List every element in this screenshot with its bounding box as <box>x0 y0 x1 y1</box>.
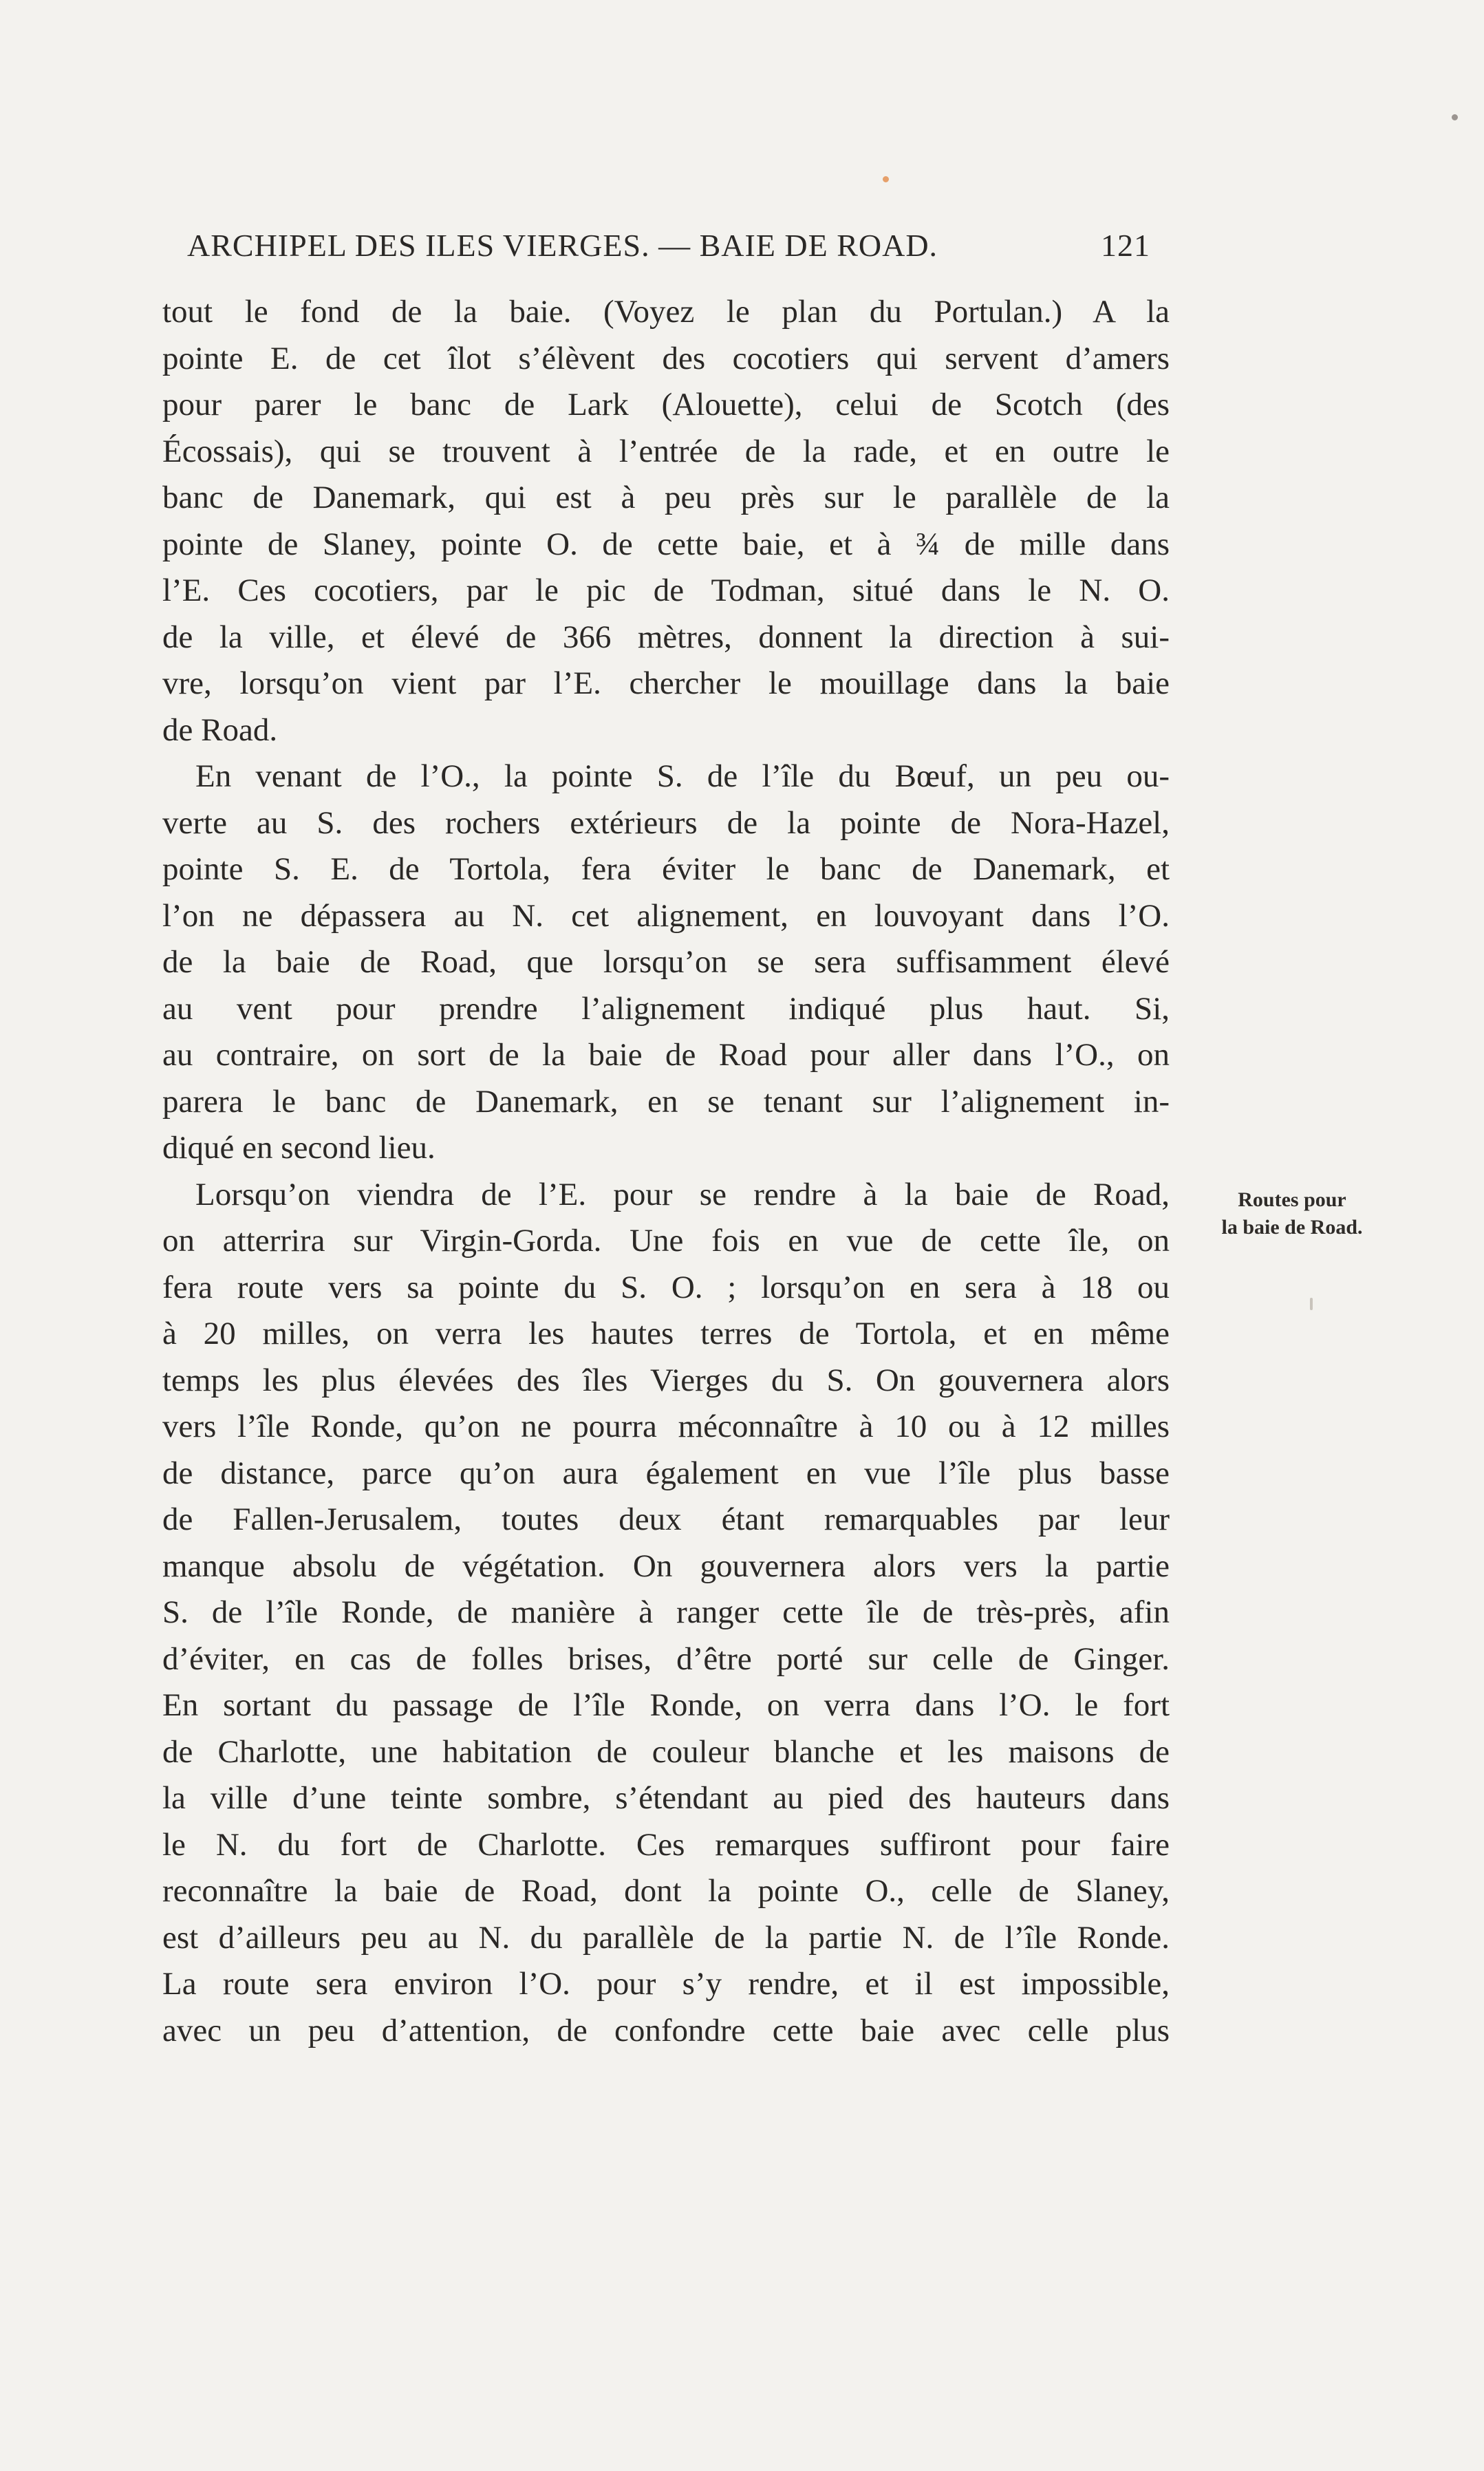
text-line: l’on ne dépassera au N. cet alignement, en louvoyant dans l’O. <box>162 897 1170 934</box>
text-line: vre, lorsqu’on vient par l’E. chercher le mouillage dans la baie <box>162 665 1170 701</box>
margin-note-line: Routes pour <box>1238 1188 1346 1211</box>
text-line: manque absolu de végétation. On gouvernera alors vers la partie <box>162 1548 1170 1584</box>
body-text <box>162 289 1170 2054</box>
text-line: tout le fond de la baie. (Voyez le plan du Portulan.) A la <box>162 294 1170 330</box>
text-line: reconnaître la baie de Road, dont la pointe O., celle de Slaney, <box>162 1873 1170 1909</box>
text-line: diqué en second lieu. <box>162 1130 435 1166</box>
text-line: de Charlotte, une habitation de couleur blanche et les maisons de <box>162 1733 1170 1770</box>
text-line: au contraire, on sort de la baie de Road pour aller dans l’O., on <box>162 1037 1170 1073</box>
running-header <box>187 227 1150 275</box>
text-line: vers l’île Ronde, qu’on ne pourra méconnaître à 10 ou à 12 milles <box>162 1409 1170 1444</box>
header-title: ARCHIPEL DES ILES VIERGES. — BAIE DE ROAD. <box>187 228 938 263</box>
text-line: Écossais), qui se trouvent à l’entrée de la rade, et en outre le <box>162 433 1170 469</box>
text-line: verte au S. des rochers extérieurs de la pointe de Nora-Hazel, <box>162 804 1170 841</box>
text-line: de distance, parce qu’on aura également en vue l’île plus basse <box>162 1455 1170 1491</box>
text-line: avec un peu d’attention, de confondre cette baie avec celle plus <box>162 2012 1170 2049</box>
text-line: En sortant du passage de l’île Ronde, on verra dans l’O. le fort <box>162 1687 1170 1723</box>
text-line: au vent pour prendre l’alignement indiqué plus haut. Si, <box>162 990 1170 1027</box>
text-line: de la ville, et élevé de 366 mètres, donnent la direction à sui- <box>162 619 1170 655</box>
text-line: de Fallen-Jerusalem, toutes deux étant remarquables par leur <box>162 1501 1170 1537</box>
text-line: à 20 milles, on verra les hautes terres de Tortola, et en même <box>162 1316 1170 1351</box>
page-number: 121 <box>1101 228 1150 263</box>
text-line: le N. du fort de Charlotte. Ces remarques suffiront pour faire <box>162 1826 1170 1863</box>
text-line: S. de l’île Ronde, de manière à ranger cette île de très-près, afin <box>162 1594 1170 1630</box>
text-line: de la baie de Road, que lorsqu’on se sera suffisamment élevé <box>162 944 1170 980</box>
paper-speck <box>1310 1298 1313 1310</box>
text-line: pour parer le banc de Lark (Alouette), celui de Scotch (des <box>162 387 1170 422</box>
text-line: Lorsqu’on viendra de l’E. pour se rendre à la baie de Road, <box>195 1176 1170 1212</box>
text-line: est d’ailleurs peu au N. du parallèle de la partie N. de l’île Ronde. <box>162 1919 1170 1956</box>
text-line: banc de Danemark, qui est à peu près sur le parallèle de la <box>162 480 1170 515</box>
text-line: La route sera environ l’O. pour s’y rendre, et il est impossible, <box>162 1966 1170 2002</box>
margin-note <box>1189 1186 1395 1241</box>
text-line: d’éviter, en cas de folles brises, d’être porté sur celle de Ginger. <box>162 1640 1170 1677</box>
text-line: parera le banc de Danemark, en se tenant sur l’alignement in- <box>162 1083 1170 1120</box>
text-line: fera route vers sa pointe du S. O. ; lorsqu’on en sera à 18 ou <box>162 1269 1170 1305</box>
text-line: En venant de l’O., la pointe S. de l’île du Bœuf, un peu ou- <box>195 758 1170 794</box>
text-line: on atterrira sur Virgin-Gorda. Une fois en vue de cette île, on <box>162 1223 1170 1259</box>
text-line: la ville d’une teinte sombre, s’étendant au pied des hauteurs dans <box>162 1780 1170 1816</box>
text-line: l’E. Ces cocotiers, par le pic de Todman, situé dans le N. O. <box>162 573 1170 608</box>
paper-speck <box>883 176 889 182</box>
paper-speck <box>1452 114 1458 120</box>
margin-note-line: la baie de Road. <box>1221 1216 1363 1239</box>
text-line: pointe S. E. de Tortola, fera éviter le banc de Danemark, et <box>162 851 1170 887</box>
text-line: pointe E. de cet îlot s’élèvent des cocotiers qui servent d’amers <box>162 340 1170 376</box>
text-line: pointe de Slaney, pointe O. de cette baie, et à ¾ de mille dans <box>162 526 1170 562</box>
text-line: de Road. <box>162 712 278 748</box>
text-line: temps les plus élevées des îles Vierges du S. On gouvernera alors <box>162 1362 1170 1398</box>
